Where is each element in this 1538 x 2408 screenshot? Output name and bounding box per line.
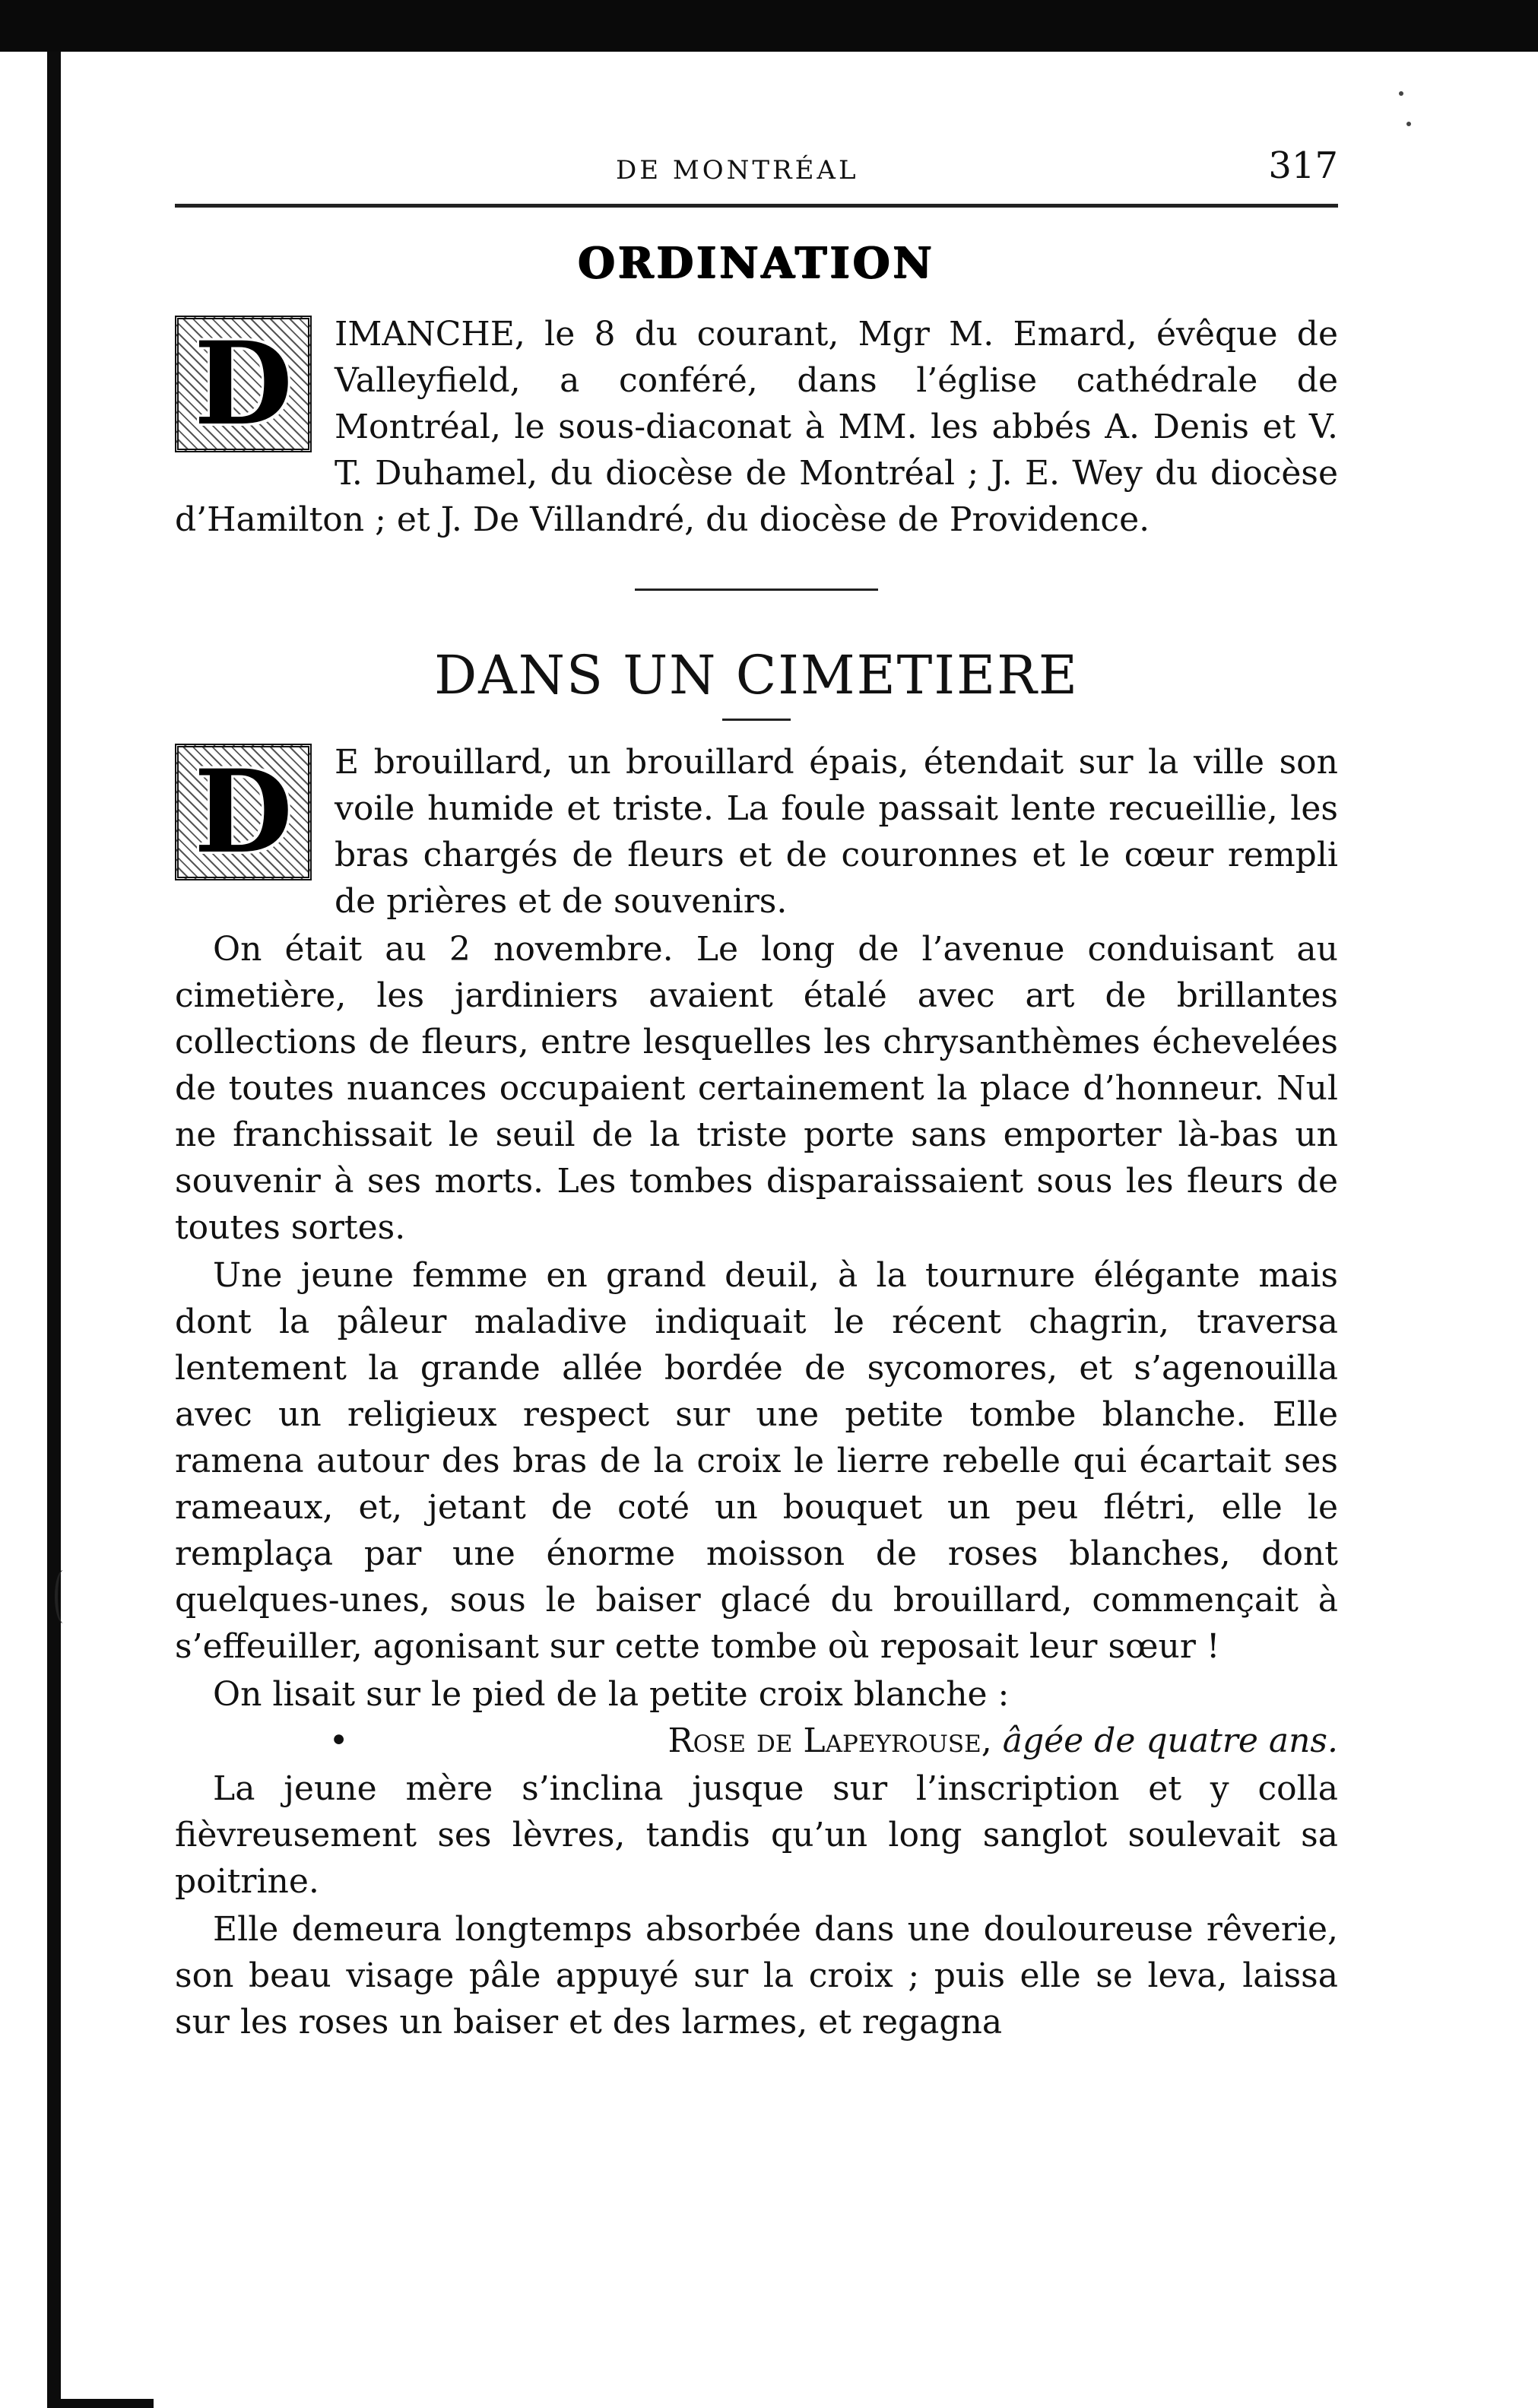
running-title: DE MONTRÉAL (616, 155, 859, 186)
article-paragraph: Elle demeura longtemps absorbée dans une douloureuse rêverie, son beau visage pâle appuyé sur la croix ; puis elle se leva, laissa sur les roses un baiser et des larmes, et regagna (175, 1910, 1338, 2042)
article-title: DANS UN CIMETIERE (434, 644, 1079, 706)
epitaph-bullet: • (328, 1721, 349, 1760)
epitaph (175, 1718, 1338, 1764)
ordination-section (175, 311, 1338, 543)
article-paragraph: E brouillard, un brouillard épais, étendait sur la ville son voile humide et triste. La foule passait lente recueillie, les bras chargés de fleurs et de couronnes et le cœur rempli de prières et de souvenirs. (335, 743, 1338, 921)
scan-speck (1406, 122, 1411, 126)
article-dropcap: D (175, 744, 312, 880)
book-page (175, 144, 1338, 2045)
section-divider (635, 589, 878, 591)
ordination-heading: ORDINATION (578, 238, 935, 288)
article-body (175, 739, 1338, 2045)
article-paragraph: La jeune mère s’inclina jusque sur l’inscription et y colla fièvreusement ses lèvres, tandis qu’un long sanglot soulevait sa poitrine. (175, 1769, 1338, 1901)
article-paragraph: On lisait sur le pied de la petite croix blanche : (213, 1675, 1010, 1714)
scan-left-border (47, 52, 61, 2408)
scan-bottom-left-border (47, 2399, 154, 2408)
running-head (175, 144, 1338, 198)
page-number: 317 (1268, 144, 1338, 187)
epitaph-age: âgée de quatre ans. (1002, 1721, 1338, 1760)
scan-top-border (0, 0, 1538, 52)
ordination-dropcap: D (175, 316, 312, 452)
header-rule (175, 204, 1338, 208)
article-paragraph: Une jeune femme en grand deuil, à la tournure élégante mais dont la pâleur maladive indiquait le récent chagrin, traversa lentement la grande allée bordée de sycomores, et s’agenouilla avec un religieux respect sur une petite tombe blanche. Elle ramena autour des bras de la croix le lierre rebelle qui écartait ses rameaux, et, jetant de coté un bouquet un peu flétri, elle le remplaça par une énorme moisson de roses blanches, dont quelques-unes, sous le baiser glacé du brouillard, commençait à s’effeuiller, agonisant sur cette tombe où reposait leur sœur ! (175, 1256, 1338, 1666)
ordination-paragraph: IMANCHE, le 8 du courant, Mgr M. Emard, évêque de Valleyfield, a conféré, dans l’église cathédrale de Montréal, le sous-diaconat à MM. les abbés A. Denis et V. T. Duhamel, du diocèse de Montréal ; J. E. Wey du diocèse d’Hamilton ; et J. De Villandré, du diocèse de Providence. (175, 315, 1338, 539)
scan-margin-mark (55, 1570, 71, 1623)
article-paragraph: On était au 2 novembre. Le long de l’avenue conduisant au cimetière, les jardiniers avaient étalé avec art de brillantes collections de fleurs, entre lesquelles les chrysanthèmes échevelées de toutes nuances occupaient certainement la place d’honneur. Nul ne franchissait le seuil de la triste porte sans emporter là-bas un souvenir à ses morts. Les tombes disparaissaient sous les fleurs de toutes sortes. (175, 930, 1338, 1247)
title-rule (722, 719, 791, 721)
epitaph-name: Rose de Lapeyrouse, (668, 1721, 992, 1760)
scan-speck (1399, 91, 1403, 96)
